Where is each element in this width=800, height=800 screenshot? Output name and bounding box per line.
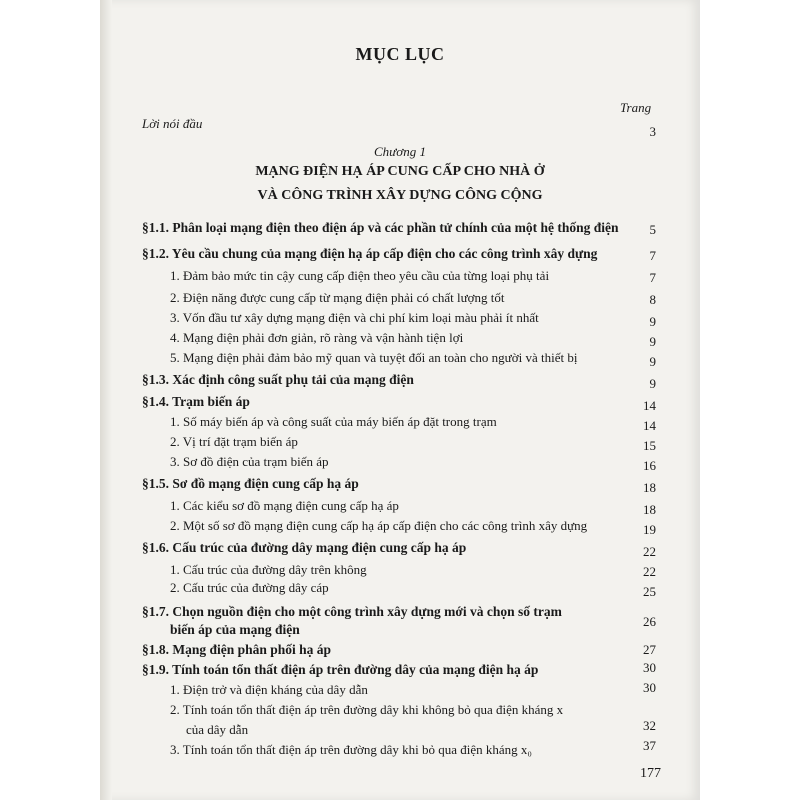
toc-subentry-page: 32 — [643, 718, 656, 733]
toc-subentry: 1. Các kiểu sơ đồ mạng điện cung cấp hạ áp — [170, 498, 399, 513]
toc-title: MỤC LỤC — [355, 44, 445, 64]
page-number: 177 — [640, 766, 661, 781]
toc-subentry: 2. Một số sơ đồ mạng điện cung cấp hạ áp cấp điện cho các công trình xây dựng — [170, 518, 588, 533]
toc-entry-1-6: §1.6. Cấu trúc của đường dây mạng điện cung cấp hạ áp — [142, 540, 467, 555]
toc-subentry: 1. Điện trở và điện kháng của dây dẫn — [170, 682, 368, 697]
toc-subentry: 2. Cấu trúc của đường dây cáp — [170, 580, 329, 595]
toc-subentry: 2. Vị trí đặt trạm biến áp — [170, 434, 298, 449]
preface-page: 3 — [649, 124, 656, 139]
toc-entry-1-3: §1.3. Xác định công suất phụ tải của mạng điện — [142, 372, 414, 387]
toc-entry-1-8: §1.8. Mạng điện phân phối hạ áp — [142, 642, 332, 657]
toc-entry-1-4: §1.4. Trạm biến áp — [142, 394, 250, 409]
toc-entry-1-8-page: 27 — [643, 642, 656, 657]
toc-subentry-page: 15 — [643, 438, 656, 453]
toc-subentry: 2. Điện năng được cung cấp từ mạng điện phải có chất lượng tốt — [170, 290, 505, 305]
toc-entry-1-7: §1.7. Chọn nguồn điện cho một công trình xây dựng mới và chọn số trạm — [142, 604, 562, 619]
toc-entry-1-2-page: 7 — [649, 248, 656, 263]
toc-entry-1-5: §1.5. Sơ đồ mạng điện cung cấp hạ áp — [142, 476, 359, 491]
toc-entry-1-7-page: 26 — [643, 614, 656, 629]
toc-subentry-page: 18 — [643, 502, 656, 517]
toc-subentry-page: 9 — [649, 334, 656, 349]
chapter-title-line1: MẠNG ĐIỆN HẠ ÁP CUNG CẤP CHO NHÀ Ở — [255, 164, 545, 179]
toc-subentry: 1. Cấu trúc của đường dây trên không — [170, 562, 367, 577]
toc-entry-1-2: §1.2. Yêu cầu chung của mạng điện hạ áp cấp điện cho các công trình xây dựng — [142, 246, 598, 261]
toc-subentry-page: 19 — [643, 522, 656, 537]
toc-subentry-page: 8 — [649, 292, 656, 307]
page-spine-shadow — [100, 0, 112, 800]
toc-entry-1-6-page: 22 — [643, 544, 656, 559]
toc-subentry-page: 22 — [643, 564, 656, 579]
toc-subentry: 1. Đảm bảo mức tin cậy cung cấp điện theo yêu cầu của từng loại phụ tải — [170, 268, 550, 283]
chapter-label: Chương 1 — [374, 144, 426, 159]
toc-entry-1-1-page: 5 — [649, 222, 656, 237]
toc-entry-1-3-page: 9 — [649, 376, 656, 391]
toc-entry-1-4-page: 14 — [643, 398, 656, 413]
toc-subentry-page: 16 — [643, 458, 656, 473]
toc-subentry: 3. Tính toán tổn thất điện áp trên đường dây khi bỏ qua điện kháng x₀ — [170, 742, 532, 757]
chapter-title-line2: VÀ CÔNG TRÌNH XÂY DỰNG CÔNG CỘNG — [257, 188, 543, 203]
toc-subentry: 5. Mạng điện phải đảm bảo mỹ quan và tuyệt đối an toàn cho người và thiết bị — [170, 350, 578, 365]
toc-subentry: 1. Số máy biến áp và công suất của máy biến áp đặt trong trạm — [170, 414, 497, 429]
toc-entry-1-9-page: 30 — [643, 660, 656, 675]
toc-subentry-page: 9 — [649, 314, 656, 329]
toc-subentry-page: 14 — [643, 418, 656, 433]
toc-subentry-page: 9 — [649, 354, 656, 369]
toc-subentry-page: 7 — [649, 270, 656, 285]
toc-entry-1-7-cont: biến áp của mạng điện — [170, 622, 300, 637]
toc-entry-1-5-page: 18 — [643, 480, 656, 495]
toc-subentry: 3. Vốn đầu tư xây dựng mạng điện và chi phí kim loại màu phải ít nhất — [170, 310, 539, 325]
toc-subentry: 4. Mạng điện phải đơn giản, rõ ràng và vận hành tiện lợi — [170, 330, 464, 345]
preface-label: Lời nói đầu — [142, 116, 203, 131]
toc-subentry: 3. Sơ đồ điện của trạm biến áp — [170, 454, 329, 469]
toc-subentry-page: 37 — [643, 738, 656, 753]
toc-entry-1-1: §1.1. Phân loại mạng điện theo điện áp và các phần tử chính của một hệ thống điện — [142, 220, 619, 235]
page-column-header: Trang — [620, 100, 652, 115]
toc-entry-1-9: §1.9. Tính toán tổn thất điện áp trên đường dây của mạng điện hạ áp — [142, 662, 539, 677]
toc-subentry: 2. Tính toán tổn thất điện áp trên đường dây khi không bỏ qua điện kháng x — [170, 702, 564, 717]
toc-subentry-page: 30 — [643, 680, 656, 695]
toc-subentry-page: 25 — [643, 584, 656, 599]
toc-subentry-cont: của dây dẫn — [186, 722, 249, 737]
